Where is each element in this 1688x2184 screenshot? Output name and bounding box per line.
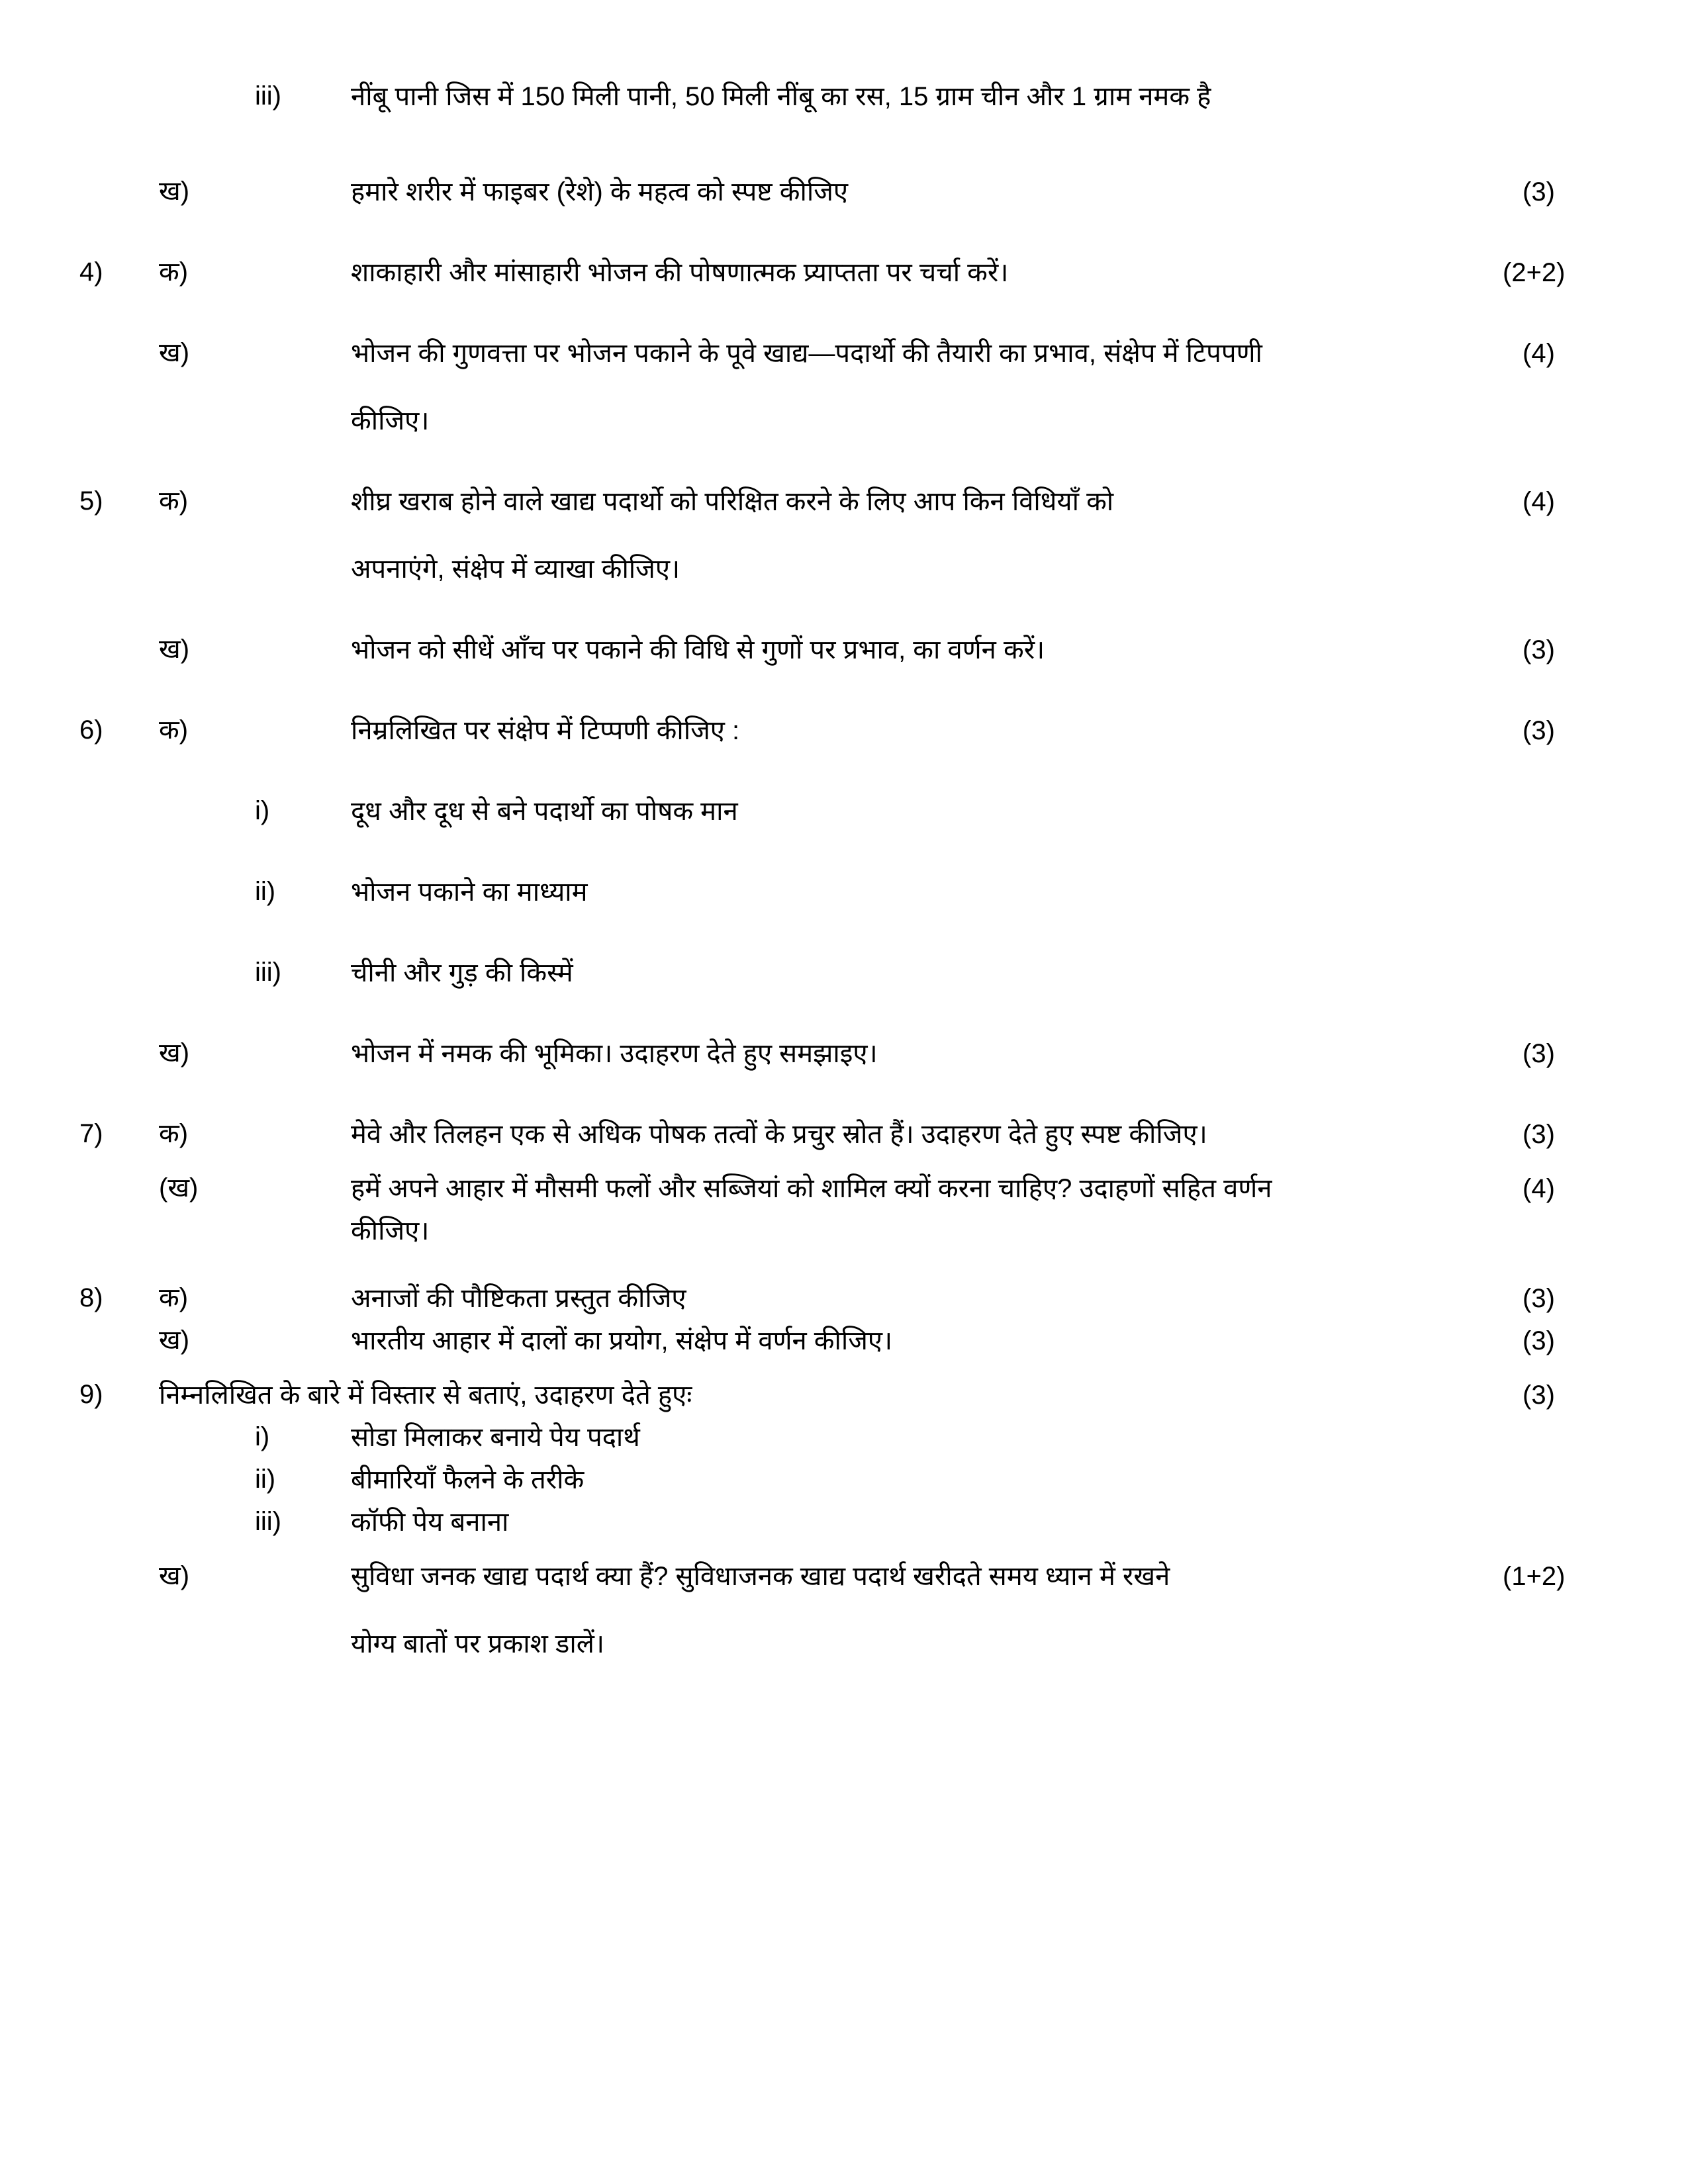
question-text: भारतीय आहार में दालों का प्रयोग, संक्षेप में वर्णन कीजिए। bbox=[351, 1326, 893, 1355]
question-text: भोजन की गुणवत्ता पर भोजन पकाने के पूवे खाद्य—पदार्थो की तैयारी का प्रभाव, संक्षेप में टिपपणी bbox=[351, 339, 1262, 368]
spacer bbox=[79, 438, 1609, 484]
question-text: निम्नलिखित के बारे में विस्तार से बताएं, उदाहरण देते हुएः bbox=[159, 1381, 692, 1410]
question-text: भोजन को सीधें आँच पर पकाने की विधि से गुणों पर प्रभाव, का वर्णन करें। bbox=[351, 635, 1045, 664]
question-part-label: ख) bbox=[159, 338, 190, 367]
question-row bbox=[79, 1324, 1609, 1358]
question-text: शीघ्र खराब होने वाले खाद्य पदार्थो को परिक्षित करने के लिए आप किन विधियाँ को bbox=[351, 487, 1114, 516]
marks-value: (3) bbox=[1523, 1381, 1555, 1410]
question-row bbox=[79, 1505, 1609, 1539]
marks-value: (2+2) bbox=[1503, 258, 1566, 287]
question-text: दूध और दूध से बने पदार्थो का पोषक मान bbox=[351, 797, 738, 826]
question-row bbox=[79, 1171, 1609, 1206]
question-text: भोजन पकाने का माध्याम bbox=[351, 878, 588, 907]
question-row bbox=[79, 713, 1609, 748]
question-text: बीमारियाँ फैलने के तरीके bbox=[351, 1465, 585, 1494]
question-row bbox=[79, 956, 1609, 990]
question-number: 6) bbox=[79, 715, 103, 745]
spacer bbox=[79, 909, 1609, 956]
question-row bbox=[79, 1281, 1609, 1316]
marks-value: (3) bbox=[1523, 635, 1555, 664]
marks-value: (3) bbox=[1523, 1326, 1555, 1355]
question-row bbox=[79, 79, 1609, 114]
question-text-continuation: कीजिए। bbox=[351, 1216, 430, 1246]
question-row bbox=[79, 794, 1609, 829]
question-text: नींबू पानी जिस में 150 मिली पानी, 50 मिली नींबू का रस, 15 ग्राम चीन और 1 ग्राम नमक है bbox=[351, 82, 1211, 111]
spacer bbox=[79, 209, 1609, 255]
question-row bbox=[79, 633, 1609, 667]
spacer bbox=[79, 1358, 1609, 1378]
question-row bbox=[79, 1559, 1609, 1594]
spacer bbox=[79, 519, 1609, 552]
sub-item-roman: iii) bbox=[255, 81, 281, 111]
question-row bbox=[79, 1378, 1609, 1412]
question-text: अनाजों की पौष्टिकता प्रस्तुत कीजिए bbox=[351, 1284, 686, 1313]
spacer bbox=[79, 1594, 1609, 1627]
spacer bbox=[79, 1248, 1609, 1281]
spacer bbox=[79, 1206, 1609, 1214]
question-text: शाकाहारी और मांसाहारी भोजन की पोषणात्मक प्र्याप्तता पर चर्चा करें। bbox=[351, 258, 1009, 287]
question-part-label: ख) bbox=[159, 1038, 190, 1068]
question-row bbox=[79, 1420, 1609, 1455]
marks-value: (3) bbox=[1523, 1120, 1555, 1149]
spacer bbox=[79, 1539, 1609, 1559]
sub-item-roman: i) bbox=[255, 796, 270, 825]
question-text: सुविधा जनक खाद्य पदार्थ क्या हैं? सुविधाजनक खाद्य पदार्थ खरीदते समय ध्यान में रखने bbox=[351, 1562, 1170, 1591]
question-row bbox=[79, 175, 1609, 209]
question-part-label: ख) bbox=[159, 635, 190, 664]
sub-item-roman: ii) bbox=[255, 1465, 276, 1494]
marks-value: (3) bbox=[1523, 177, 1555, 206]
question-number: 5) bbox=[79, 486, 103, 516]
spacer bbox=[79, 1412, 1609, 1420]
spacer bbox=[79, 990, 1609, 1036]
question-text-continuation: अपनाएंगे, संक्षेप में व्याखा कीजिए। bbox=[351, 555, 680, 584]
question-part-label: (ख) bbox=[159, 1173, 199, 1203]
question-text: हमें अपने आहार में मौसमी फलों और सब्जियां को शामिल क्यों करना चाहिए? उदाहणों सहित वर्णन bbox=[351, 1174, 1272, 1203]
spacer bbox=[79, 1455, 1609, 1463]
spacer bbox=[79, 371, 1609, 404]
sub-item-roman: ii) bbox=[255, 877, 276, 906]
spacer bbox=[79, 1497, 1609, 1505]
question-text: मेवे और तिलहन एक से अधिक पोषक तत्वों के प्रचुर स्रोत हैं। उदाहरण देते हुए स्पष्ट कीजिए। bbox=[351, 1120, 1207, 1149]
question-number: 4) bbox=[79, 257, 103, 287]
question-part-label: क) bbox=[159, 1283, 189, 1312]
spacer bbox=[79, 748, 1609, 794]
question-part-label: क) bbox=[159, 1119, 189, 1148]
spacer bbox=[79, 829, 1609, 875]
spacer bbox=[79, 290, 1609, 336]
question-row bbox=[79, 255, 1609, 290]
question-text-continuation: योग्य बातों पर प्रकाश डालें। bbox=[351, 1629, 604, 1659]
question-number: 8) bbox=[79, 1283, 103, 1312]
question-text-continuation: कीजिए। bbox=[351, 406, 430, 435]
question-row bbox=[79, 1463, 1609, 1497]
question-row bbox=[79, 1036, 1609, 1071]
marks-value: (3) bbox=[1523, 1284, 1555, 1313]
sub-item-roman: iii) bbox=[255, 1507, 281, 1536]
question-part-label: क) bbox=[159, 715, 189, 745]
question-part-label: ख) bbox=[159, 1326, 190, 1355]
question-part-label: ख) bbox=[159, 1561, 190, 1590]
question-row bbox=[79, 1117, 1609, 1152]
sub-item-roman: iii) bbox=[255, 958, 281, 987]
spacer bbox=[79, 1316, 1609, 1324]
marks-value: (4) bbox=[1523, 487, 1555, 516]
question-text: निम्रलिखित पर संक्षेप में टिप्पणी कीजिए : bbox=[351, 716, 740, 745]
marks-value: (4) bbox=[1523, 339, 1555, 368]
question-row bbox=[79, 484, 1609, 519]
question-number: 7) bbox=[79, 1119, 103, 1148]
question-part-label: ख) bbox=[159, 177, 190, 206]
question-text: भोजन में नमक की भूमिका। उदाहरण देते हुए समझाइए। bbox=[351, 1039, 878, 1068]
question-text: कॉफी पेय बनाना bbox=[351, 1508, 509, 1537]
marks-value: (1+2) bbox=[1503, 1562, 1566, 1591]
spacer bbox=[79, 114, 1609, 175]
question-row bbox=[79, 875, 1609, 909]
marks-value: (4) bbox=[1523, 1174, 1555, 1203]
question-text: सोडा मिलाकर बनाये पेय पदार्थ bbox=[351, 1423, 640, 1452]
spacer bbox=[79, 667, 1609, 713]
spacer bbox=[79, 586, 1609, 633]
question-number: 9) bbox=[79, 1380, 103, 1409]
spacer bbox=[79, 1071, 1609, 1117]
question-text: चीनी और गुड़ की किस्में bbox=[351, 958, 573, 987]
marks-value: (3) bbox=[1523, 716, 1555, 745]
question-row bbox=[79, 336, 1609, 371]
sub-item-roman: i) bbox=[255, 1422, 270, 1451]
question-part-label: क) bbox=[159, 486, 189, 516]
question-text: हमारे शरीर में फाइबर (रेशे) के महत्व को स्पष्ट कीजिए bbox=[351, 177, 849, 206]
spacer bbox=[79, 1152, 1609, 1171]
marks-value: (3) bbox=[1523, 1039, 1555, 1068]
question-part-label: क) bbox=[159, 257, 189, 287]
